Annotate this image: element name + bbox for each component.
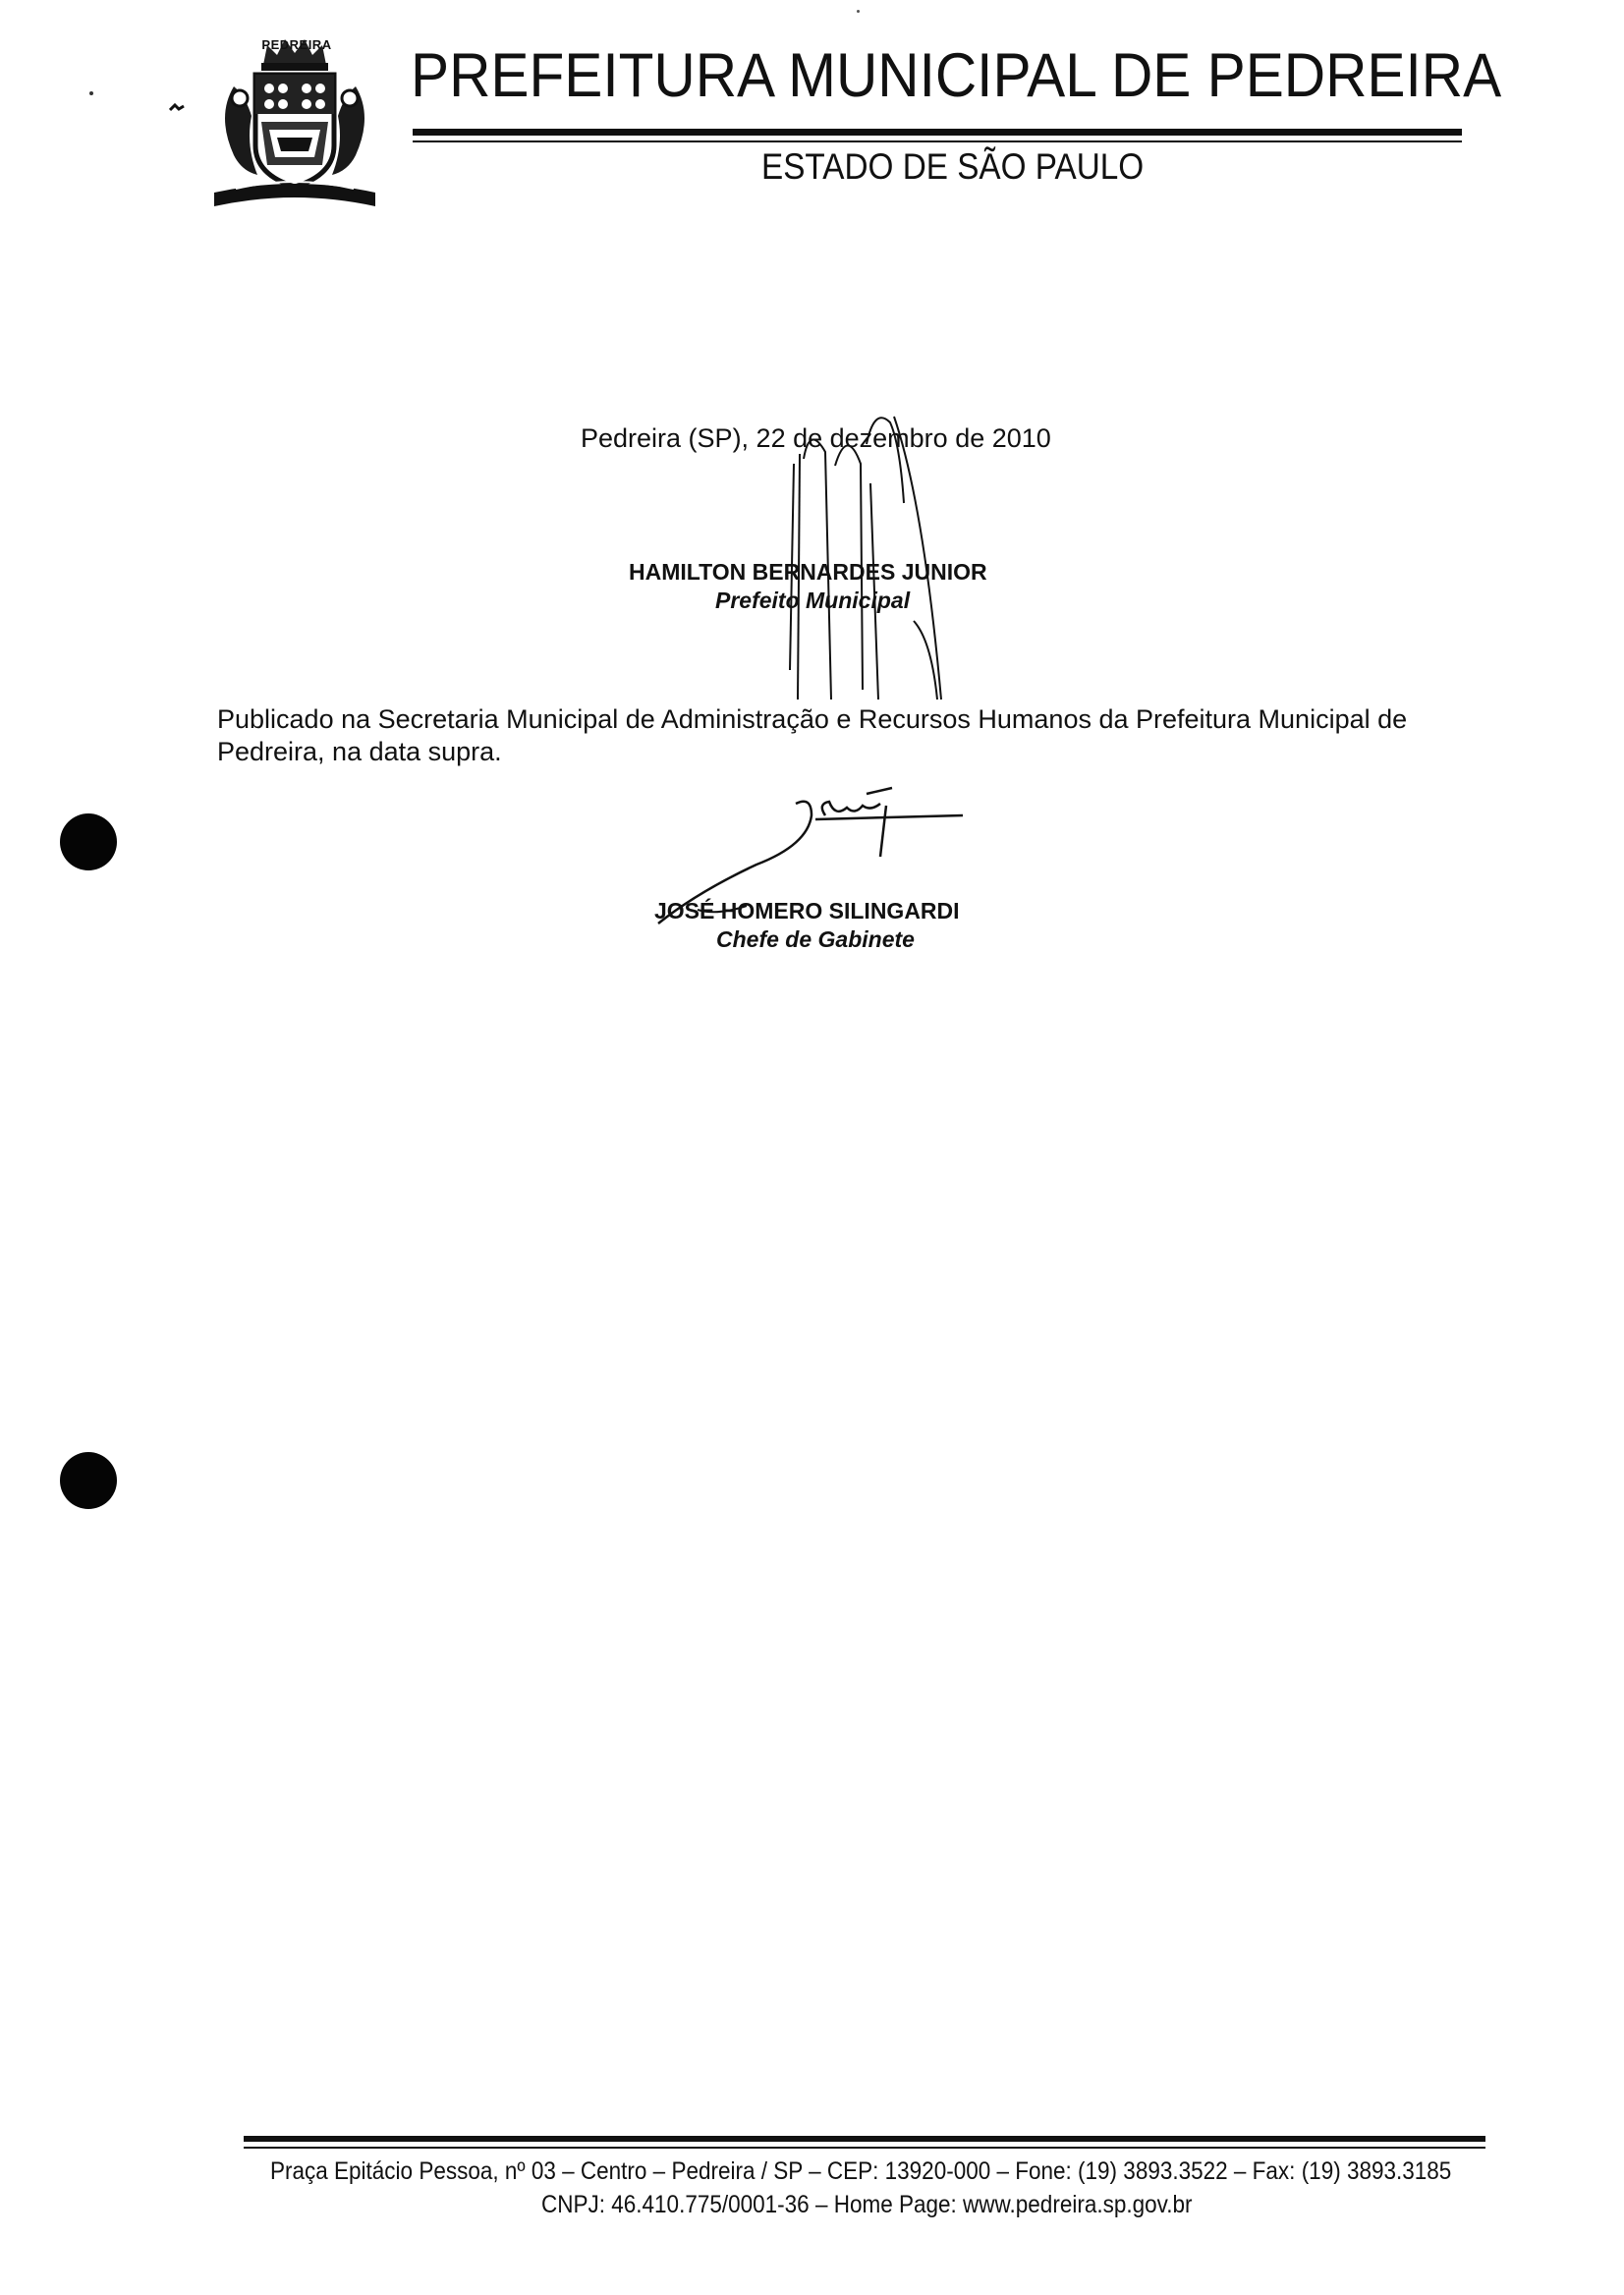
header-divider-thin (413, 140, 1462, 142)
municipal-crest-logo (206, 28, 383, 214)
footer-divider-thin (244, 2147, 1485, 2149)
crest-caption: PEDREIRA (261, 37, 332, 52)
header-divider (413, 129, 1462, 136)
punch-hole (60, 1452, 117, 1509)
signatory-1-name: HAMILTON BERNARDES JUNIOR (629, 559, 987, 585)
document-subtitle: ESTADO DE SÃO PAULO (761, 146, 1145, 187)
footer-address: Praça Epitácio Pessoa, nº 03 – Centro – Pedreira / SP – CEP: 13920-000 – Fone: (19) 3893.3522 – Fax: (19) 3893.3185 (270, 2157, 1452, 2185)
publication-note: Publicado na Secretaria Municipal de Administração e Recursos Humanos da Prefeitura Municipal de Pedreira, na data supra. (217, 704, 1408, 766)
signatory-1-role: Prefeito Municipal (715, 588, 911, 613)
footer-cnpj: CNPJ: 46.410.775/0001-36 – Home Page: www.pedreira.sp.gov.br (541, 2191, 1193, 2218)
signatory-2-role: Chefe de Gabinete (716, 926, 915, 952)
punch-hole (60, 813, 117, 870)
scan-speck (88, 88, 94, 94)
scan-speck (169, 100, 185, 110)
signatory-2-name: JOSÉ HOMERO SILINGARDI (654, 898, 960, 924)
footer-divider (244, 2136, 1485, 2142)
scan-speck (857, 10, 860, 13)
document-title: PREFEITURA MUNICIPAL DE PEDREIRA (411, 41, 1502, 110)
date-line: Pedreira (SP), 22 de dezembro de 2010 (581, 423, 1051, 453)
